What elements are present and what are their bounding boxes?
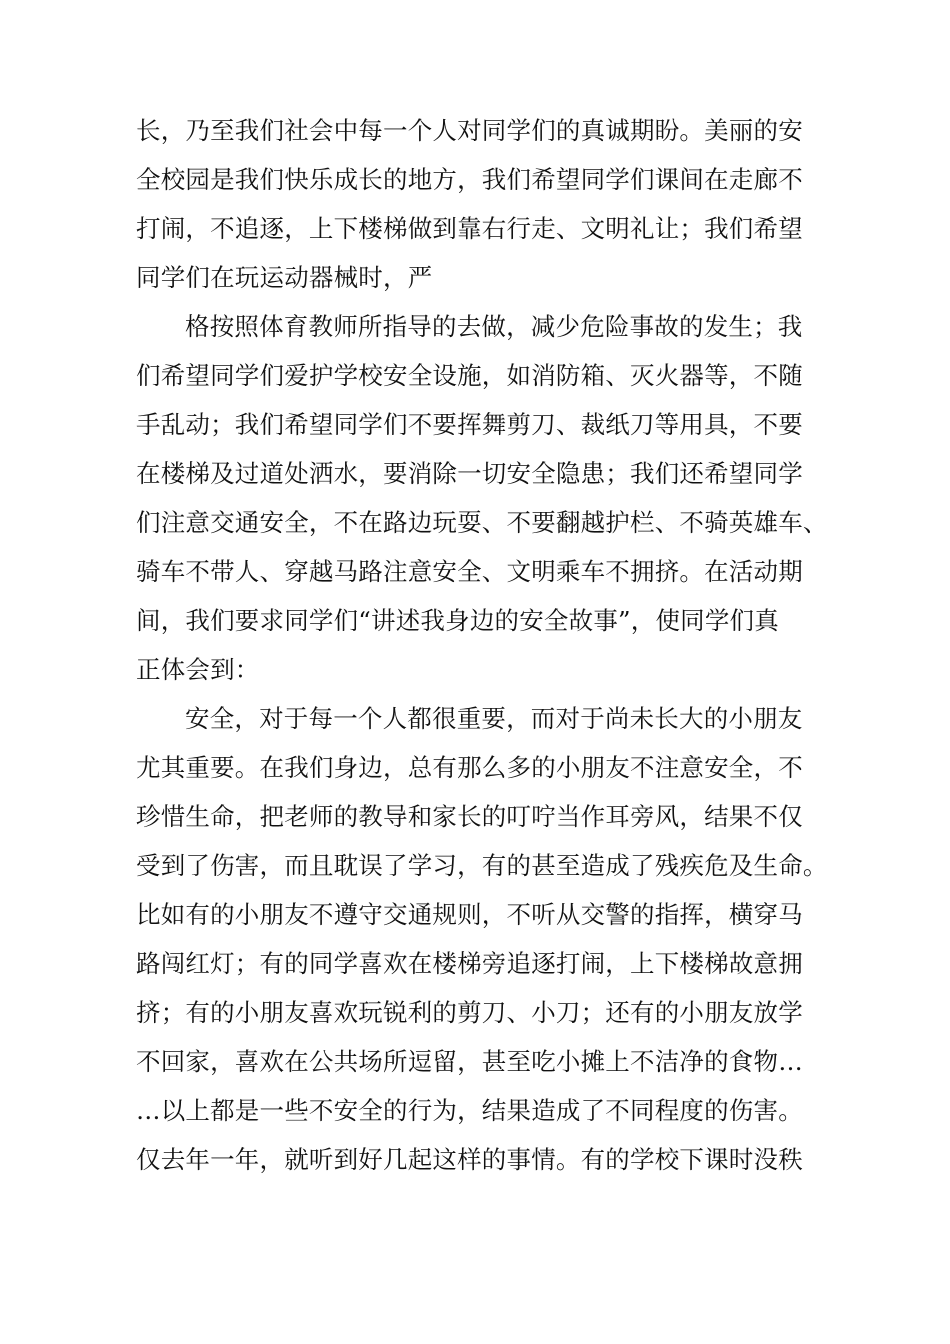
text-line: 全校园是我们快乐成长的地方，我们希望同学们课间在走廊不 [136, 165, 803, 194]
text-line: 长，乃至我们社会中每一个人对同学们的真诚期盼。美丽的安 [136, 116, 803, 145]
text-line: 比如有的小朋友不遵守交通规则，不听从交警的指挥，横穿马 [136, 900, 803, 929]
text-line: 打闹，不追逐，上下楼梯做到靠右行走、文明礼让；我们希望 [136, 214, 803, 243]
text-line: 们注意交通安全，不在路边玩耍、不要翻越护栏、不骑英雄车、 [136, 508, 828, 537]
text-line: 受到了伤害，而且耽误了学习，有的甚至造成了残疾危及生命。 [136, 851, 828, 880]
text-line: 挤；有的小朋友喜欢玩锐利的剪刀、小刀；还有的小朋友放学 [136, 998, 803, 1027]
text-line: 尤其重要。在我们身边，总有那么多的小朋友不注意安全，不 [136, 753, 803, 782]
text-line: …以上都是一些不安全的行为，结果造成了不同程度的伤害。 [136, 1096, 803, 1125]
paragraph [136, 106, 826, 302]
text-line: 骑车不带人、穿越马路注意安全、文明乘车不拥挤。在活动期 [136, 557, 803, 586]
document-body [136, 106, 826, 1184]
text-line: 珍惜生命，把老师的教导和家长的叮咛当作耳旁风，结果不仅 [136, 802, 803, 831]
text-line: 同学们在玩运动器械时，严 [136, 263, 433, 292]
text-line: 手乱动；我们希望同学们不要挥舞剪刀、裁纸刀等用具，不要 [136, 410, 803, 439]
text-line: 格按照体育教师所指导的去做，减少危险事故的发生；我 [185, 312, 803, 341]
text-line: 在楼梯及过道处洒水，要消除一切安全隐患；我们还希望同学 [136, 459, 803, 488]
text-line: 不回家，喜欢在公共场所逗留，甚至吃小摊上不洁净的食物… [136, 1047, 803, 1076]
text-line: 仅去年一年，就听到好几起这样的事情。有的学校下课时没秩 [136, 1145, 803, 1174]
text-line: 路闯红灯；有的同学喜欢在楼梯旁追逐打闹，上下楼梯故意拥 [136, 949, 803, 978]
paragraph [136, 302, 826, 694]
paragraph [136, 694, 826, 1184]
text-line: 间，我们要求同学们“讲述我身边的安全故事”，使同学们真 [136, 606, 779, 635]
text-line: 们希望同学们爱护学校安全设施，如消防箱、灭火器等，不随 [136, 361, 803, 390]
text-line: 安全，对于每一个人都很重要，而对于尚未长大的小朋友 [185, 704, 803, 733]
text-line: 正体会到： [136, 655, 260, 684]
